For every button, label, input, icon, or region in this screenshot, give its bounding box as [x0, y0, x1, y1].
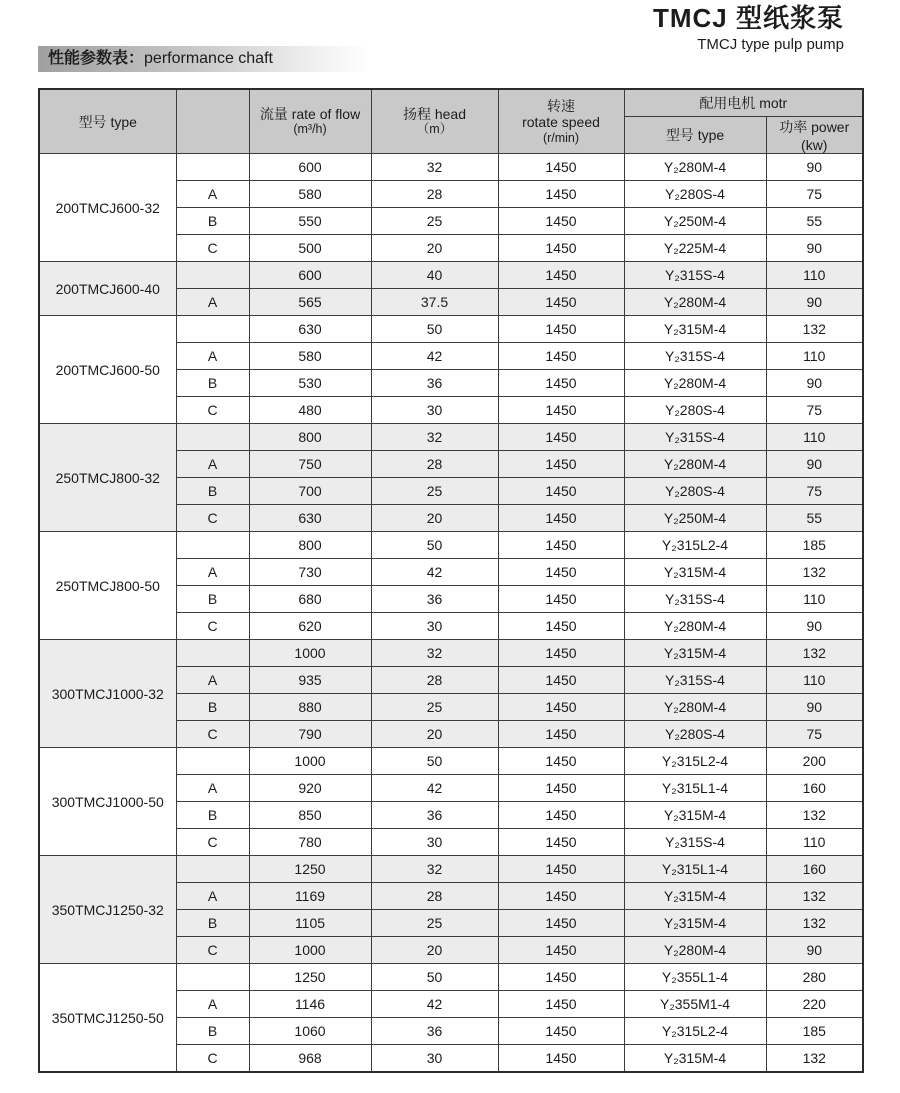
head-cell: 28	[371, 883, 498, 910]
flow-cell: 730	[249, 559, 371, 586]
variant-cell	[176, 640, 249, 667]
variant-cell: A	[176, 883, 249, 910]
motor-type-cell: Y₂280S-4	[624, 721, 766, 748]
col-header-motor-type: 型号 type	[624, 117, 766, 154]
flow-cell: 700	[249, 478, 371, 505]
head-cell: 36	[371, 586, 498, 613]
head-cell: 40	[371, 262, 498, 289]
variant-cell: A	[176, 289, 249, 316]
power-cell: 160	[766, 775, 863, 802]
variant-cell: B	[176, 208, 249, 235]
head-cell: 50	[371, 964, 498, 991]
head-cell: 30	[371, 1045, 498, 1073]
variant-cell: A	[176, 991, 249, 1018]
head-cell: 37.5	[371, 289, 498, 316]
speed-cell: 1450	[498, 721, 624, 748]
power-cell: 75	[766, 181, 863, 208]
motor-type-cell: Y₂280M-4	[624, 613, 766, 640]
head-cell: 50	[371, 316, 498, 343]
motor-type-cell: Y₂315L1-4	[624, 856, 766, 883]
power-cell: 110	[766, 586, 863, 613]
power-cell: 75	[766, 397, 863, 424]
motor-type-cell: Y₂315M-4	[624, 1045, 766, 1073]
variant-cell: C	[176, 1045, 249, 1073]
variant-cell	[176, 316, 249, 343]
motor-type-cell: Y₂225M-4	[624, 235, 766, 262]
power-cell: 110	[766, 829, 863, 856]
table-row	[39, 532, 863, 559]
power-cell: 75	[766, 721, 863, 748]
motor-type-cell: Y₂315S-4	[624, 424, 766, 451]
flow-cell: 500	[249, 235, 371, 262]
flow-cell: 565	[249, 289, 371, 316]
power-cell: 90	[766, 613, 863, 640]
motor-type-cell: Y₂315S-4	[624, 262, 766, 289]
variant-cell: A	[176, 667, 249, 694]
motor-type-cell: Y₂280M-4	[624, 937, 766, 964]
flow-cell: 1060	[249, 1018, 371, 1045]
head-cell: 25	[371, 208, 498, 235]
motor-type-cell: Y₂250M-4	[624, 505, 766, 532]
flow-cell: 1250	[249, 856, 371, 883]
power-cell: 132	[766, 559, 863, 586]
variant-cell: B	[176, 910, 249, 937]
power-cell: 90	[766, 370, 863, 397]
flow-cell: 1250	[249, 964, 371, 991]
power-cell: 185	[766, 1018, 863, 1045]
speed-cell: 1450	[498, 343, 624, 370]
flow-cell: 780	[249, 829, 371, 856]
flow-cell: 620	[249, 613, 371, 640]
flow-header-line2: (m³/h)	[293, 122, 327, 137]
section-label-en: performance chaft	[144, 50, 273, 67]
speed-cell: 1450	[498, 451, 624, 478]
head-cell: 30	[371, 397, 498, 424]
model-cell: 200TMCJ600-50	[39, 316, 176, 424]
variant-cell	[176, 154, 249, 181]
col-header-motor-power: 功率 power (kw)	[766, 117, 863, 154]
section-label-cn: 性能参数表：	[48, 50, 145, 67]
motor-type-cell: Y₂280M-4	[624, 289, 766, 316]
flow-cell: 800	[249, 424, 371, 451]
speed-header-line3: (r/min)	[542, 130, 580, 145]
speed-cell: 1450	[498, 856, 624, 883]
flow-cell: 920	[249, 775, 371, 802]
power-cell: 132	[766, 802, 863, 829]
page-title-en: TMCJ type pulp pump	[697, 35, 844, 53]
speed-header-line1: 转速	[547, 97, 575, 114]
flow-cell: 680	[249, 586, 371, 613]
variant-cell: C	[176, 235, 249, 262]
power-cell: 55	[766, 208, 863, 235]
speed-cell: 1450	[498, 775, 624, 802]
motor-type-cell: Y₂355L1-4	[624, 964, 766, 991]
flow-cell: 1105	[249, 910, 371, 937]
table-row	[39, 856, 863, 883]
power-cell: 55	[766, 505, 863, 532]
col-header-head	[371, 89, 498, 154]
flow-cell: 880	[249, 694, 371, 721]
head-header-line2: （m）	[416, 122, 453, 137]
flow-cell: 1000	[249, 640, 371, 667]
speed-cell: 1450	[498, 289, 624, 316]
power-cell: 132	[766, 316, 863, 343]
flow-cell: 550	[249, 208, 371, 235]
motor-type-cell: Y₂315M-4	[624, 910, 766, 937]
motor-type-cell: Y₂280M-4	[624, 451, 766, 478]
variant-cell	[176, 856, 249, 883]
motor-type-cell: Y₂315M-4	[624, 559, 766, 586]
power-cell: 185	[766, 532, 863, 559]
speed-cell: 1450	[498, 424, 624, 451]
variant-cell: A	[176, 451, 249, 478]
head-cell: 50	[371, 748, 498, 775]
flow-cell: 750	[249, 451, 371, 478]
table-row	[39, 748, 863, 775]
motor-type-cell: Y₂280M-4	[624, 370, 766, 397]
speed-cell: 1450	[498, 937, 624, 964]
col-header-model: 型号 type	[39, 89, 176, 154]
flow-cell: 480	[249, 397, 371, 424]
motor-type-cell: Y₂315M-4	[624, 802, 766, 829]
flow-cell: 1169	[249, 883, 371, 910]
head-cell: 36	[371, 1018, 498, 1045]
power-cell: 200	[766, 748, 863, 775]
flow-cell: 530	[249, 370, 371, 397]
table-row	[39, 262, 863, 289]
table-row	[39, 316, 863, 343]
variant-cell: B	[176, 478, 249, 505]
head-cell: 42	[371, 775, 498, 802]
power-cell: 90	[766, 154, 863, 181]
variant-cell: C	[176, 505, 249, 532]
variant-cell	[176, 964, 249, 991]
power-cell: 110	[766, 424, 863, 451]
speed-cell: 1450	[498, 883, 624, 910]
head-cell: 42	[371, 559, 498, 586]
head-cell: 32	[371, 856, 498, 883]
speed-cell: 1450	[498, 910, 624, 937]
head-cell: 30	[371, 613, 498, 640]
motor-type-cell: Y₂280M-4	[624, 694, 766, 721]
motor-type-cell: Y₂315S-4	[624, 343, 766, 370]
variant-cell: B	[176, 1018, 249, 1045]
power-cell: 110	[766, 343, 863, 370]
motor-type-cell: Y₂250M-4	[624, 208, 766, 235]
speed-cell: 1450	[498, 316, 624, 343]
variant-cell: B	[176, 694, 249, 721]
head-cell: 30	[371, 829, 498, 856]
motor-type-cell: Y₂315S-4	[624, 667, 766, 694]
motor-type-cell: Y₂315L2-4	[624, 532, 766, 559]
table-row	[39, 154, 863, 181]
power-cell: 280	[766, 964, 863, 991]
model-cell: 350TMCJ1250-32	[39, 856, 176, 964]
variant-cell: B	[176, 370, 249, 397]
speed-cell: 1450	[498, 802, 624, 829]
motor-type-cell: Y₂280S-4	[624, 181, 766, 208]
flow-cell: 600	[249, 262, 371, 289]
speed-cell: 1450	[498, 964, 624, 991]
flow-cell: 1000	[249, 937, 371, 964]
speed-cell: 1450	[498, 478, 624, 505]
flow-cell: 850	[249, 802, 371, 829]
variant-cell: A	[176, 181, 249, 208]
table-row	[39, 640, 863, 667]
speed-cell: 1450	[498, 397, 624, 424]
variant-cell	[176, 748, 249, 775]
model-cell: 200TMCJ600-40	[39, 262, 176, 316]
head-cell: 42	[371, 991, 498, 1018]
flow-cell: 580	[249, 181, 371, 208]
col-header-speed	[498, 89, 624, 154]
variant-cell: C	[176, 397, 249, 424]
power-cell: 110	[766, 262, 863, 289]
speed-cell: 1450	[498, 586, 624, 613]
head-cell: 32	[371, 640, 498, 667]
speed-cell: 1450	[498, 829, 624, 856]
speed-cell: 1450	[498, 181, 624, 208]
power-cell: 90	[766, 289, 863, 316]
flow-header-line1: 流量 rate of flow	[259, 105, 361, 122]
table-row	[39, 424, 863, 451]
motor-type-cell: Y₂280M-4	[624, 154, 766, 181]
motor-type-cell: Y₂280S-4	[624, 478, 766, 505]
flow-cell: 790	[249, 721, 371, 748]
speed-cell: 1450	[498, 262, 624, 289]
flow-cell: 800	[249, 532, 371, 559]
head-cell: 25	[371, 910, 498, 937]
table-body	[39, 154, 863, 1073]
variant-cell	[176, 424, 249, 451]
head-cell: 20	[371, 235, 498, 262]
variant-cell: C	[176, 937, 249, 964]
flow-cell: 580	[249, 343, 371, 370]
speed-cell: 1450	[498, 532, 624, 559]
head-cell: 36	[371, 370, 498, 397]
head-cell: 42	[371, 343, 498, 370]
motor-type-cell: Y₂315S-4	[624, 829, 766, 856]
head-cell: 25	[371, 694, 498, 721]
model-cell: 250TMCJ800-32	[39, 424, 176, 532]
speed-cell: 1450	[498, 991, 624, 1018]
speed-cell: 1450	[498, 1018, 624, 1045]
power-cell: 132	[766, 910, 863, 937]
speed-cell: 1450	[498, 370, 624, 397]
speed-cell: 1450	[498, 613, 624, 640]
motor-type-cell: Y₂280S-4	[624, 397, 766, 424]
page-title-cn: TMCJ 型纸浆泵	[652, 3, 844, 33]
head-cell: 28	[371, 181, 498, 208]
col-header-flow	[249, 89, 371, 154]
power-cell: 160	[766, 856, 863, 883]
head-cell: 20	[371, 721, 498, 748]
variant-cell: A	[176, 343, 249, 370]
power-cell: 90	[766, 235, 863, 262]
head-cell: 20	[371, 937, 498, 964]
motor-type-cell: Y₂315L2-4	[624, 748, 766, 775]
head-header-line1: 扬程 head	[402, 105, 467, 122]
variant-cell: C	[176, 829, 249, 856]
flow-cell: 1146	[249, 991, 371, 1018]
motor-type-cell: Y₂315M-4	[624, 883, 766, 910]
motor-type-cell: Y₂315S-4	[624, 586, 766, 613]
table-row	[39, 964, 863, 991]
flow-cell: 630	[249, 316, 371, 343]
model-cell: 200TMCJ600-32	[39, 154, 176, 262]
speed-cell: 1450	[498, 559, 624, 586]
flow-cell: 935	[249, 667, 371, 694]
performance-table	[38, 88, 864, 1073]
motor-type-cell: Y₂355M1-4	[624, 991, 766, 1018]
speed-cell: 1450	[498, 208, 624, 235]
flow-cell: 968	[249, 1045, 371, 1073]
motor-type-cell: Y₂315M-4	[624, 640, 766, 667]
speed-header-line2: rotate speed	[522, 114, 600, 131]
head-cell: 28	[371, 451, 498, 478]
variant-cell: A	[176, 775, 249, 802]
speed-cell: 1450	[498, 640, 624, 667]
section-header-bar	[38, 46, 370, 72]
head-cell: 28	[371, 667, 498, 694]
header-row-top	[39, 89, 863, 117]
speed-cell: 1450	[498, 154, 624, 181]
speed-cell: 1450	[498, 1045, 624, 1073]
head-cell: 50	[371, 532, 498, 559]
head-cell: 20	[371, 505, 498, 532]
power-cell: 90	[766, 451, 863, 478]
col-header-motor-group: 配用电机 motr	[624, 89, 863, 117]
speed-cell: 1450	[498, 694, 624, 721]
power-cell: 90	[766, 694, 863, 721]
power-cell: 132	[766, 640, 863, 667]
power-cell: 110	[766, 667, 863, 694]
variant-cell: C	[176, 721, 249, 748]
flow-cell: 630	[249, 505, 371, 532]
motor-type-cell: Y₂315L1-4	[624, 775, 766, 802]
variant-cell: B	[176, 586, 249, 613]
speed-cell: 1450	[498, 505, 624, 532]
title-block	[653, 4, 844, 54]
speed-cell: 1450	[498, 748, 624, 775]
head-cell: 36	[371, 802, 498, 829]
variant-cell: A	[176, 559, 249, 586]
power-cell: 90	[766, 937, 863, 964]
model-cell: 350TMCJ1250-50	[39, 964, 176, 1073]
model-cell: 300TMCJ1000-50	[39, 748, 176, 856]
head-cell: 32	[371, 424, 498, 451]
head-cell: 25	[371, 478, 498, 505]
speed-cell: 1450	[498, 667, 624, 694]
power-cell: 220	[766, 991, 863, 1018]
variant-cell: B	[176, 802, 249, 829]
power-cell: 132	[766, 1045, 863, 1073]
variant-cell: C	[176, 613, 249, 640]
motor-type-cell: Y₂315L2-4	[624, 1018, 766, 1045]
power-cell: 132	[766, 883, 863, 910]
variant-cell	[176, 532, 249, 559]
variant-cell	[176, 262, 249, 289]
model-cell: 300TMCJ1000-32	[39, 640, 176, 748]
table-header	[39, 89, 863, 154]
model-cell: 250TMCJ800-50	[39, 532, 176, 640]
col-header-variant	[176, 89, 249, 154]
flow-cell: 1000	[249, 748, 371, 775]
motor-type-cell: Y₂315M-4	[624, 316, 766, 343]
flow-cell: 600	[249, 154, 371, 181]
head-cell: 32	[371, 154, 498, 181]
power-cell: 75	[766, 478, 863, 505]
speed-cell: 1450	[498, 235, 624, 262]
